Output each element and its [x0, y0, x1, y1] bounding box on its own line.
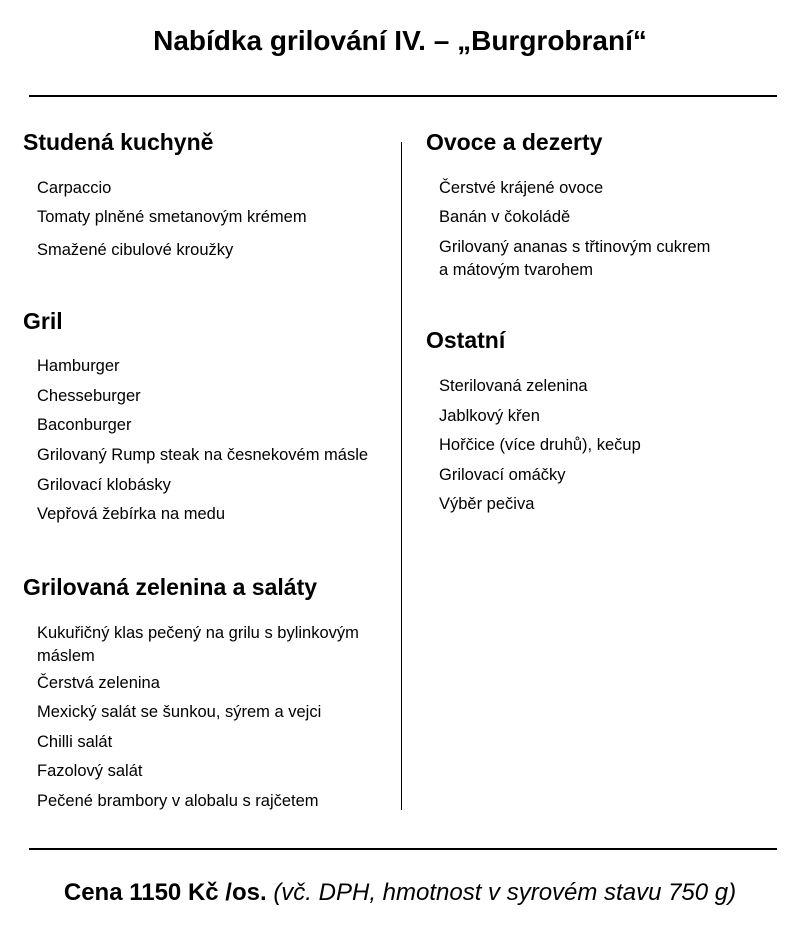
menu-item: Jablkový křen: [439, 407, 540, 425]
menu-item: Výběr pečiva: [439, 495, 535, 513]
menu-item: Čerstvá zelenina: [37, 674, 160, 692]
menu-item: Kukuřičný klas pečený na grilu s bylinkovým: [37, 624, 359, 642]
menu-item: Čerstvé krájené ovoce: [439, 179, 604, 197]
section-heading-grilled-vegetables: Grilovaná zelenina a saláty: [23, 574, 318, 600]
section-heading-grill: Gril: [23, 308, 63, 334]
page-title: Nabídka grilování IV. – „Burgrobraní“: [153, 25, 647, 56]
menu-item-continuation: a mátovým tvarohem: [439, 261, 594, 279]
menu-item: Grilovací omáčky: [439, 466, 566, 484]
menu-item: Fazolový salát: [37, 762, 143, 780]
section-heading-fruit-desserts: Ovoce a dezerty: [426, 129, 603, 155]
top-divider: [29, 95, 777, 97]
price-note: (vč. DPH, hmotnost v syrovém stavu 750 g): [273, 879, 737, 906]
bottom-divider: [29, 848, 777, 850]
menu-item: Chesseburger: [37, 387, 141, 405]
menu-item: Banán v čokoládě: [439, 208, 571, 226]
section-heading-cold-kitchen: Studená kuchyně: [23, 129, 214, 155]
menu-item: Vepřová žebírka na medu: [37, 505, 226, 523]
menu-item: Tomaty plněné smetanovým krémem: [37, 208, 307, 226]
menu-item: Baconburger: [37, 416, 132, 434]
menu-item: Pečené brambory v alobalu s rajčetem: [37, 792, 319, 810]
price-footer: [0, 876, 800, 910]
menu-item: Grilovaný Rump steak na česnekovém másle: [37, 446, 369, 464]
price-label: Cena 1150 Kč /os.: [63, 879, 267, 906]
menu-item-continuation: máslem: [37, 647, 95, 665]
menu-item: Hořčice (více druhů), kečup: [439, 436, 641, 454]
menu-item: Carpaccio: [37, 179, 112, 197]
menu-item: Grilovací klobásky: [37, 476, 171, 494]
menu-item: Grilovaný ananas s třtinovým cukrem: [439, 238, 711, 256]
column-divider: [401, 142, 402, 810]
section-heading-other: Ostatní: [426, 327, 506, 353]
menu-item: Hamburger: [37, 357, 120, 375]
menu-item: Sterilovaná zelenina: [439, 377, 588, 395]
menu-item: Mexický salát se šunkou, sýrem a vejci: [37, 703, 322, 721]
menu-item: Chilli salát: [37, 733, 113, 751]
menu-item: Smažené cibulové kroužky: [37, 241, 234, 259]
